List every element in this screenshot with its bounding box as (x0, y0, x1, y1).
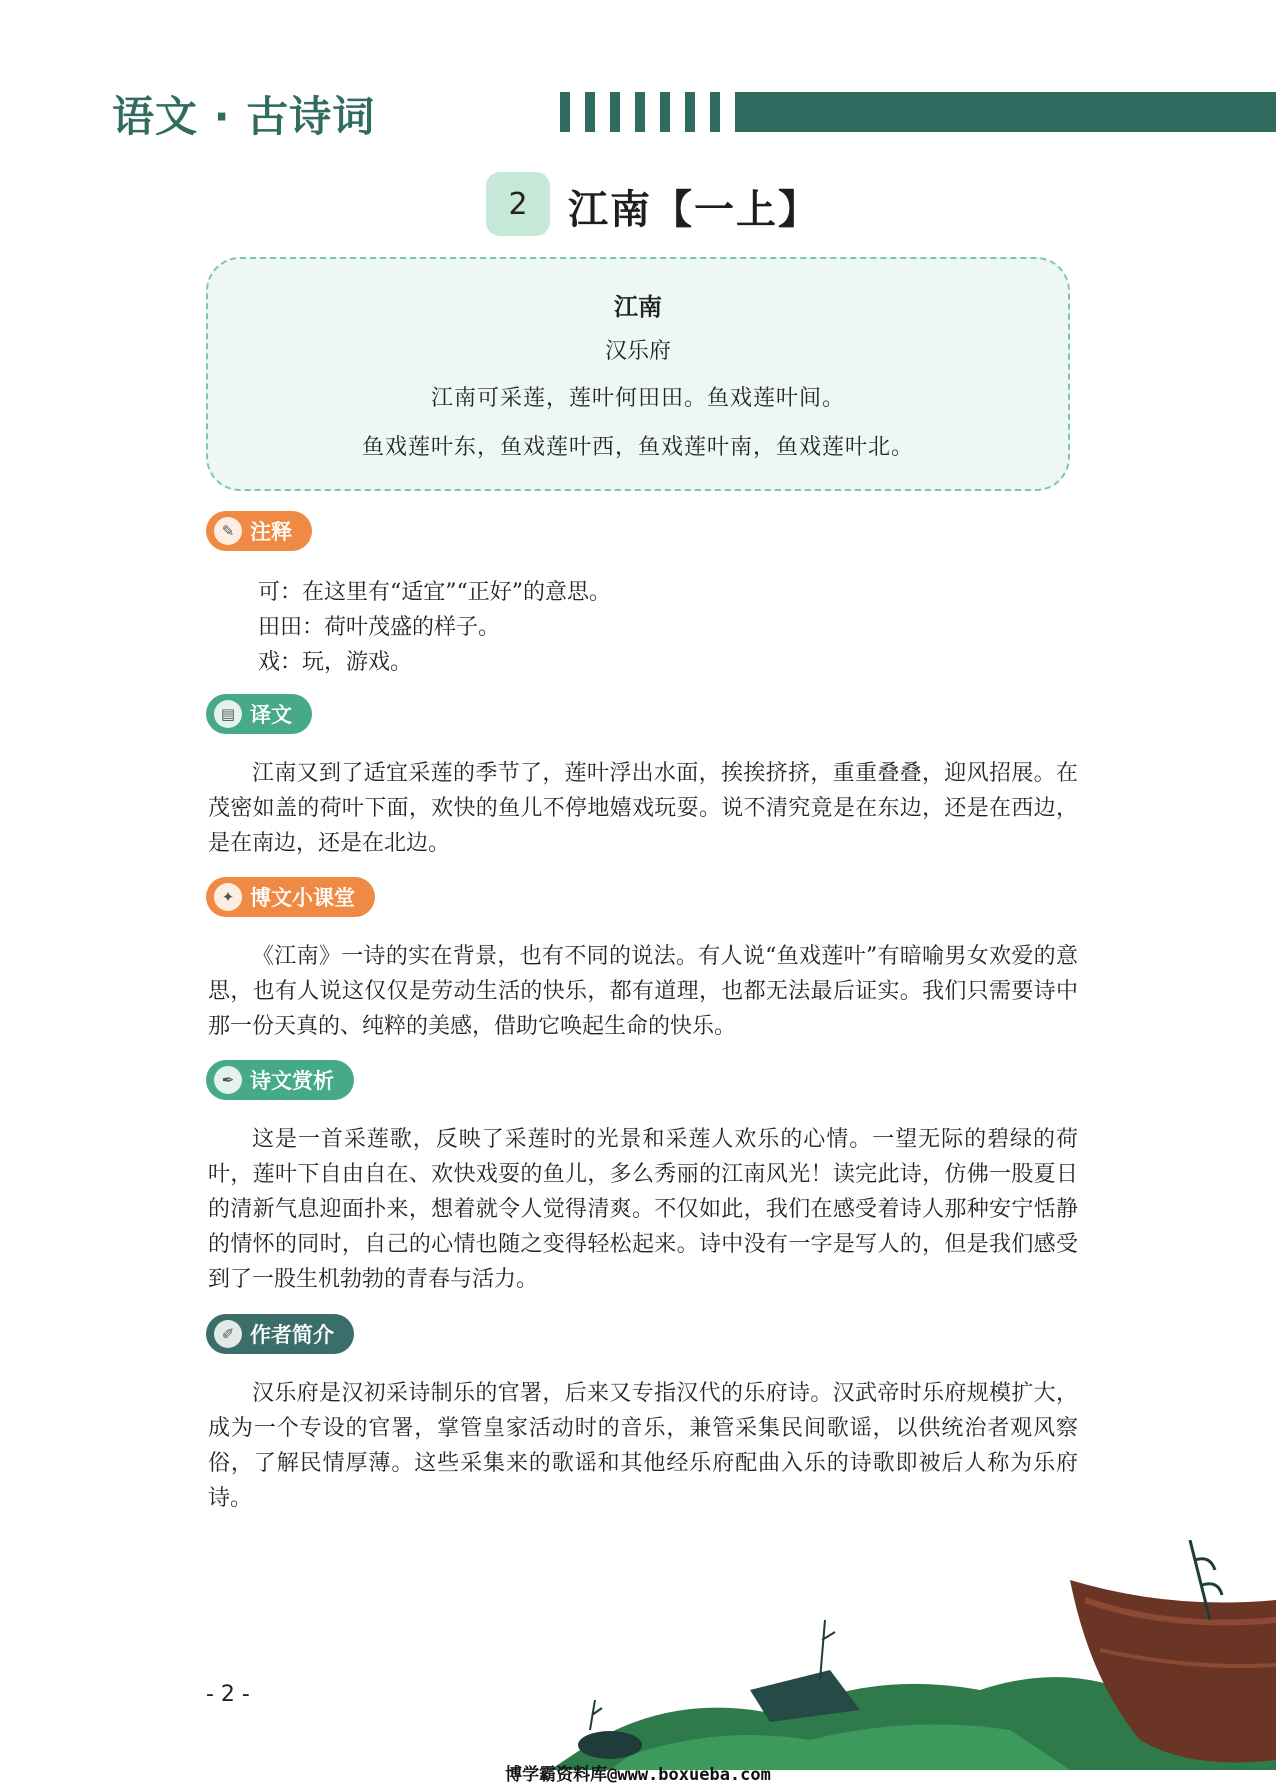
section-label: 博文小课堂 (250, 886, 355, 910)
translation-text: 江南又到了适宜采莲的季节了，莲叶浮出水面，挨挨挤挤，重重叠叠，迎风招展。在茂密如盖的荷叶下面，欢快的鱼儿不停地嬉戏玩耍。说不清究竟是在东边，还是在西边，是在南边，还是在北边。 (208, 761, 1078, 856)
header-band (745, 92, 1276, 132)
analysis-text: 这是一首采莲歌，反映了采莲时的光景和采莲人欢乐的心情。一望无际的碧绿的荷叶，莲叶下自由自在、欢快戏耍的鱼儿，多么秀丽的江南风光！读完此诗，仿佛一股夏日的清新气息迎面扑来，想着就令人觉得清爽。不仅如此，我们在感受着诗人那种安宁恬静的情怀的同时，自己的心情也随之变得轻松起来。诗中没有一字是写人的，但是我们感受到了一股生机勃勃的青春与活力。 (208, 1127, 1078, 1292)
lightbulb-icon: ✦ (214, 883, 242, 911)
note-icon: ✎ (214, 517, 242, 545)
note-item: 可：在这里有“适宜”“正好”的意思。 (258, 580, 611, 605)
section-label: 注释 (250, 520, 292, 544)
section-tag-notes (206, 511, 312, 551)
poem-author: 汉乐府 (604, 339, 671, 364)
section-label: 诗文赏析 (250, 1069, 334, 1093)
pencils-icon: ✐ (214, 1320, 242, 1348)
lesson-title: 江南【一上】 (568, 187, 820, 233)
poem-box (206, 257, 1070, 491)
lesson-number-badge: 2 (486, 172, 550, 236)
section-tag-analysis (206, 1060, 354, 1100)
boat-lotus-illustration (550, 1540, 1276, 1770)
poem-title: 江南 (614, 292, 662, 321)
subject-brand: 语文 · 古诗词 (112, 92, 376, 141)
footer-watermark: 博学霸资料库@www.boxueba.com (505, 1765, 771, 1785)
section-label: 作者简介 (250, 1323, 334, 1347)
page-number: - 2 - (206, 1682, 250, 1707)
section-label: 译文 (250, 703, 292, 727)
note-item: 田田：荷叶茂盛的样子。 (258, 615, 501, 640)
author-text: 汉乐府是汉初采诗制乐的官署，后来又专指汉代的乐府诗。汉武帝时乐府规模扩大，成为一个专设的官署，掌管皇家活动时的音乐，兼管采集民间歌谣，以供统治者观风察俗，了解民情厚薄。这些采集来的歌谣和其他经乐府配曲入乐的诗歌即被后人称为乐府诗。 (208, 1381, 1078, 1511)
section-tag-classroom (206, 877, 375, 917)
note-item: 戏：玩，游戏。 (258, 650, 413, 675)
header-stripes (560, 92, 745, 132)
poem-line: 鱼戏莲叶东，鱼戏莲叶西，鱼戏莲叶南，鱼戏莲叶北。 (361, 435, 914, 460)
book-icon: ▤ (214, 700, 242, 728)
ink-icon: ✒ (214, 1066, 242, 1094)
classroom-text: 《江南》一诗的实在背景，也有不同的说法。有人说“鱼戏莲叶”有暗喻男女欢爱的意思，也有人说这仅仅是劳动生活的快乐，都有道理，也都无法最后证实。我们只需要诗中那一份天真的、纯粹的美感，借助它唤起生命的快乐。 (208, 944, 1078, 1039)
section-tag-translation (206, 694, 312, 734)
section-tag-author (206, 1314, 354, 1354)
poem-line: 江南可采莲，莲叶何田田。鱼戏莲叶间。 (430, 386, 845, 411)
